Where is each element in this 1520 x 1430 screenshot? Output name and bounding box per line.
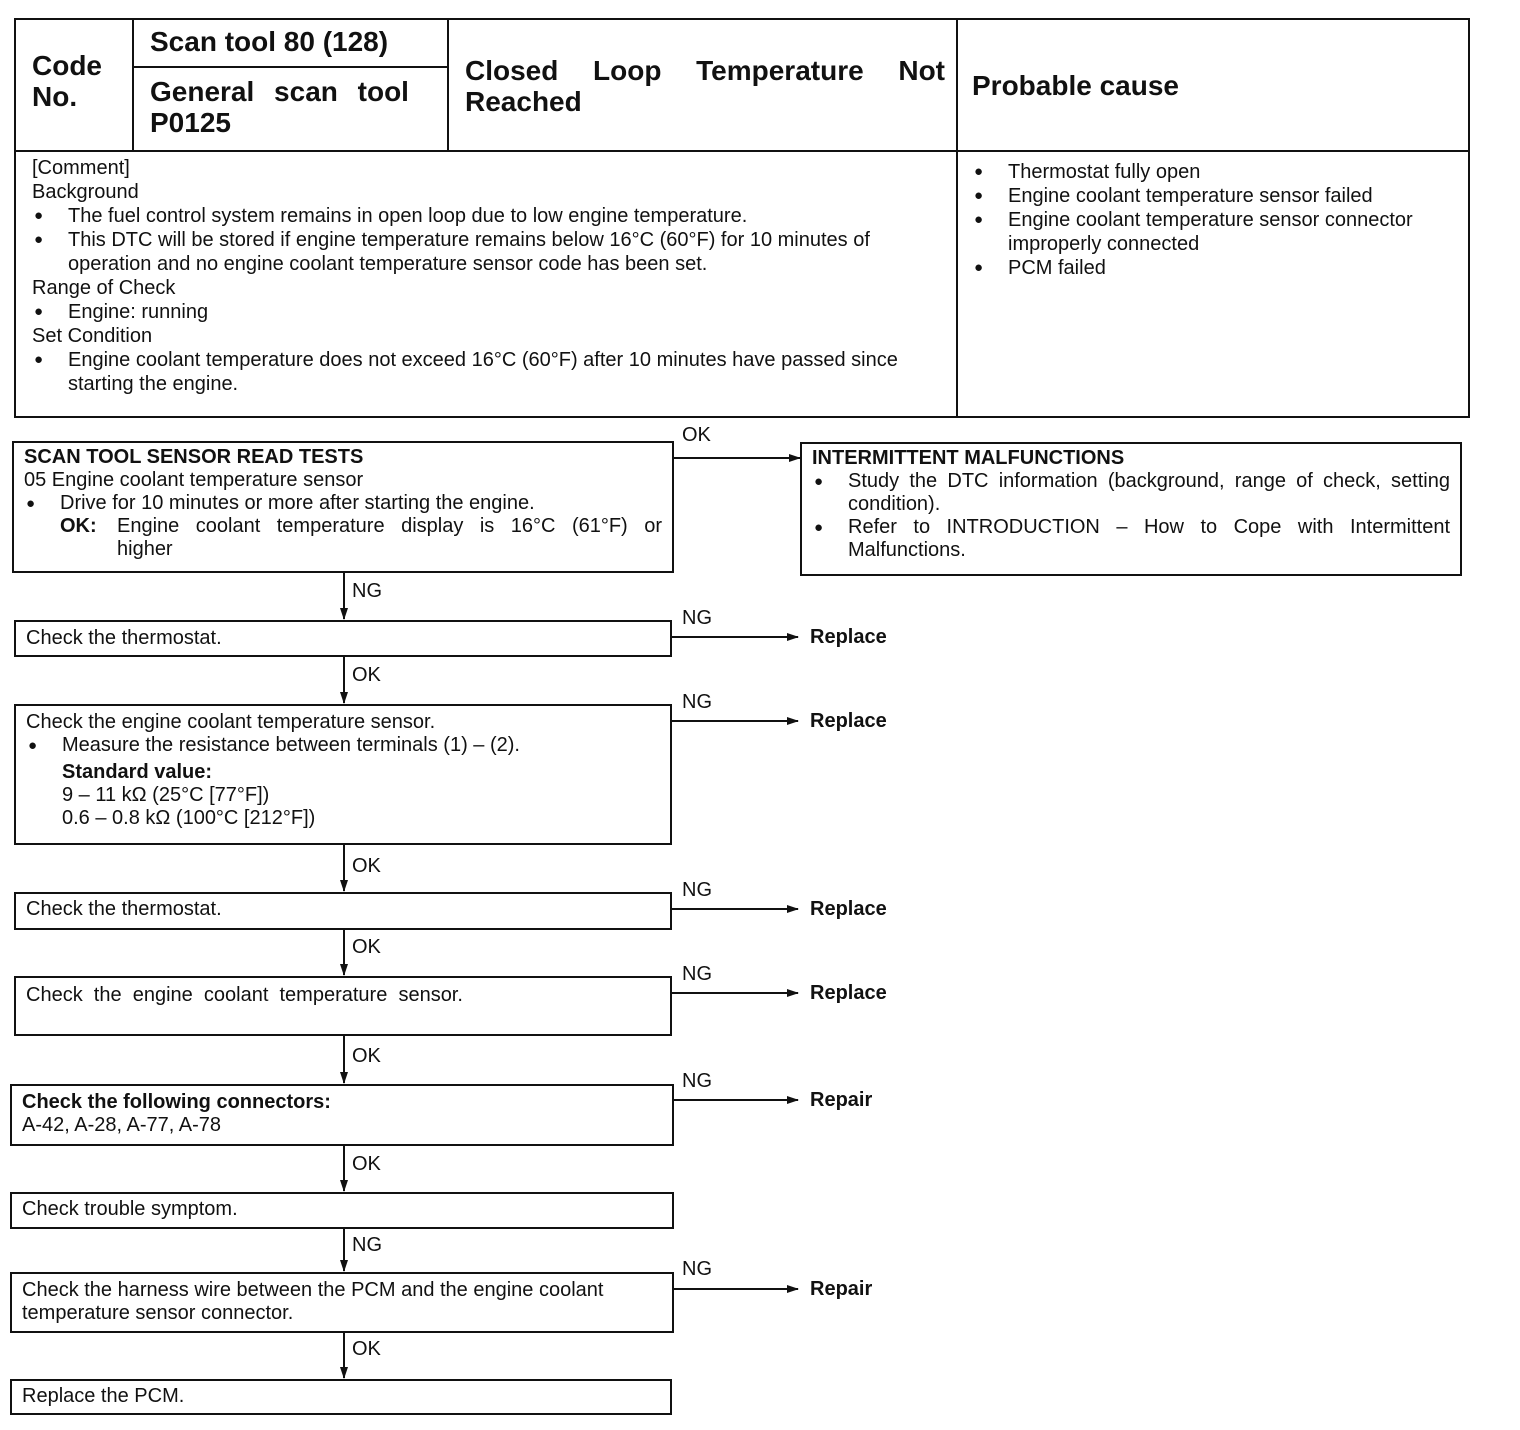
background-item: ● This DTC will be stored if engine temperature remains below 16°C (60°F) for 10 minutes of operation and no engine coolant temperature sensor code has been set.	[32, 228, 942, 276]
range-heading: Range of Check	[32, 277, 176, 299]
check-thermostat-text: Check the thermostat.	[26, 627, 222, 649]
standard-value-label: Standard value:	[62, 761, 213, 783]
check-trouble-symptom-box	[10, 1192, 674, 1229]
intermittent-malfunctions-box	[800, 442, 1462, 576]
probable-cause-item: ● Engine coolant temperature sensor connector improperly connected	[972, 208, 1462, 256]
ok-label: OK	[352, 664, 381, 686]
ok-condition-label: OK:	[60, 515, 97, 537]
ok-label: OK	[352, 1153, 381, 1175]
intermittent-item: ● Refer to INTRODUCTION – How to Cope with Intermittent Malfunctions.	[812, 516, 1450, 562]
ng-label: NG	[682, 607, 712, 629]
check-ect-sensor-title: Check the engine coolant temperature sensor.	[26, 711, 436, 733]
code-no-label: Code No.	[32, 50, 102, 112]
standard-value: 0.6 – 0.8 kΩ (100°C [212°F])	[62, 807, 316, 829]
probable-cause-heading: Probable cause	[972, 70, 1179, 101]
check-ect-sensor-bullet: ● Measure the resistance between terminals (1) – (2).	[26, 734, 660, 757]
check-thermostat-text: Check the thermostat.	[26, 898, 222, 920]
check-thermostat-box	[14, 620, 672, 657]
ok-label: OK	[352, 1338, 381, 1360]
range-item: ● Engine: running	[32, 300, 942, 324]
replace-action: Replace	[810, 710, 887, 732]
ok-condition-text: Engine coolant temperature display is 16°C (61°F) or higher	[117, 515, 662, 560]
check-thermostat-box-2	[14, 892, 672, 930]
repair-action: Repair	[810, 1089, 873, 1111]
ok-label: OK	[682, 424, 711, 446]
check-ect-sensor-text: Check the engine coolant temperature sensor.	[26, 984, 463, 1006]
probable-cause-item: ● PCM failed	[972, 256, 1462, 280]
standard-value-block	[26, 761, 660, 830]
check-harness-box	[10, 1272, 674, 1333]
probable-cause-item: ● Thermostat fully open	[972, 160, 1462, 184]
replace-pcm-text: Replace the PCM.	[22, 1385, 185, 1407]
check-trouble-symptom-text: Check trouble symptom.	[22, 1198, 238, 1220]
intermittent-title: INTERMITTENT MALFUNCTIONS	[812, 447, 1125, 469]
replace-pcm-box	[10, 1379, 672, 1415]
scan-tool-test-bullet: ● Drive for 10 minutes or more after starting the engine.	[24, 492, 662, 515]
repair-action: Repair	[810, 1278, 873, 1300]
check-connectors-title: Check the following connectors:	[22, 1091, 331, 1113]
replace-action: Replace	[810, 982, 887, 1004]
set-condition-item: ● Engine coolant temperature does not exceed 16°C (60°F) after 10 minutes have passed since starting the engine.	[32, 348, 942, 396]
ng-label: NG	[682, 1258, 712, 1280]
background-item: ● The fuel control system remains in open loop due to low engine temperature.	[32, 204, 942, 228]
replace-action: Replace	[810, 626, 887, 648]
check-connectors-box	[10, 1084, 674, 1146]
ng-label: NG	[682, 691, 712, 713]
connector-list: A-42, A-28, A-77, A-78	[22, 1114, 222, 1136]
scan-tool-test-box	[12, 441, 674, 573]
ng-label: NG	[682, 879, 712, 901]
probable-cause-item: ● Engine coolant temperature sensor failed	[972, 184, 1462, 208]
comment-label: [Comment]	[32, 157, 130, 179]
set-condition-heading: Set Condition	[32, 325, 153, 347]
ng-label: NG	[352, 580, 382, 602]
ok-label: OK	[352, 855, 381, 877]
scan-tool-test-item: 05 Engine coolant temperature sensor	[24, 469, 364, 491]
replace-action: Replace	[810, 898, 887, 920]
ok-label: OK	[352, 936, 381, 958]
scan-tool-ok-condition	[24, 515, 662, 561]
check-ect-sensor-box	[14, 704, 672, 845]
ng-label: NG	[352, 1234, 382, 1256]
standard-value: 9 – 11 kΩ (25°C [77°F])	[62, 784, 270, 806]
check-ect-sensor-box-2	[14, 976, 672, 1036]
scan-tool-test-title: SCAN TOOL SENSOR READ TESTS	[24, 446, 364, 468]
intermittent-item: ● Study the DTC information (background, range of check, setting condition).	[812, 470, 1450, 516]
check-harness-text: Check the harness wire between the PCM and the engine coolant temperature sensor connector.	[22, 1279, 604, 1324]
scan-tool-code: Scan tool 80 (128)	[150, 26, 389, 57]
dtc-title: Closed Loop Temperature Not Reached	[465, 55, 945, 117]
general-scan-tool-code: General scan tool P0125	[150, 76, 409, 138]
background-heading: Background	[32, 181, 139, 203]
ng-label: NG	[682, 1070, 712, 1092]
ok-label: OK	[352, 1045, 381, 1067]
ng-label: NG	[682, 963, 712, 985]
